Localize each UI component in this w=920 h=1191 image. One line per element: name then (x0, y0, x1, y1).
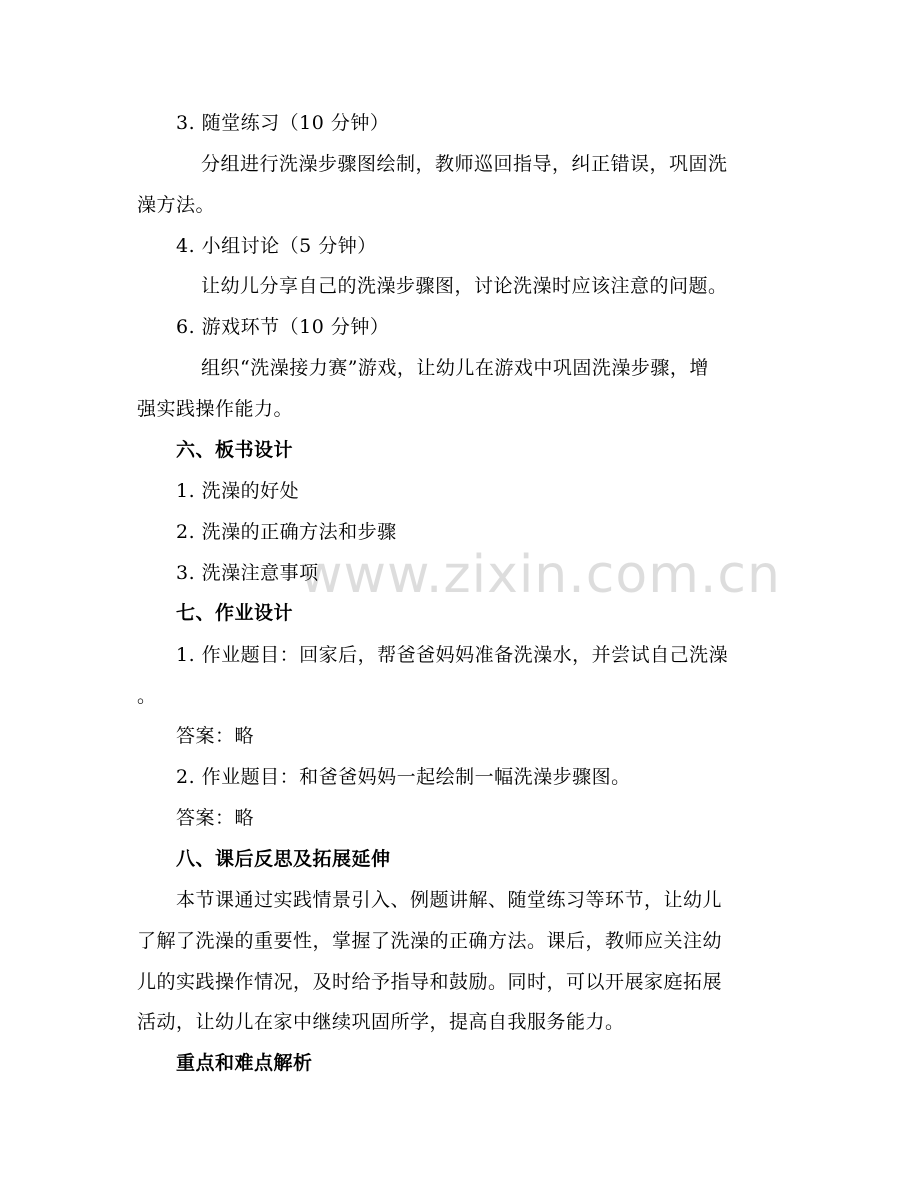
paragraph-line: 分组进行洗澡步骤图绘制，教师巡回指导，纠正错误，巩固洗 (201, 153, 728, 175)
list-item: 4. 小组讨论（5 分钟） (176, 235, 377, 257)
watermark: www.zixin.com.cn (300, 545, 781, 605)
section-heading: 八、课后反思及拓展延伸 (176, 848, 391, 870)
section-heading: 七、作业设计 (176, 602, 294, 624)
list-item: 6. 游戏环节（10 分钟） (176, 316, 390, 338)
paragraph-line: 澡方法。 (137, 194, 216, 216)
section-heading: 重点和难点解析 (176, 1052, 313, 1074)
paragraph-line: 儿的实践操作情况，及时给予指导和鼓励。同时，可以开展家庭拓展 (137, 971, 723, 993)
list-item: 1. 作业题目：回家后，帮爸爸妈妈准备洗澡水，并尝试自己洗澡 (176, 644, 729, 666)
list-item: 3. 洗澡注意事项 (176, 562, 319, 584)
paragraph-line: 活动，让幼儿在家中继续巩固所学，提高自我服务能力。 (137, 1011, 625, 1033)
list-item: 3. 随堂练习（10 分钟） (176, 112, 390, 134)
list-item: 1. 洗澡的好处 (176, 480, 300, 502)
answer-line: 答案：略 (176, 807, 255, 829)
paragraph-line: 本节课通过实践情景引入、例题讲解、随堂练习等环节，让幼儿 (176, 889, 723, 911)
answer-line: 答案：略 (176, 725, 255, 747)
list-item: 2. 作业题目：和爸爸妈妈一起绘制一幅洗澡步骤图。 (176, 766, 631, 788)
list-item: 2. 洗澡的正确方法和步骤 (176, 521, 397, 543)
paragraph-line: 了解了洗澡的重要性，掌握了洗澡的正确方法。课后，教师应关注幼 (137, 930, 723, 952)
paragraph-line: 强实践操作能力。 (137, 398, 294, 420)
paragraph-line: 让幼儿分享自己的洗澡步骤图，讨论洗澡时应该注意的问题。 (201, 275, 728, 297)
paragraph-line: 组织“洗澡接力赛”游戏，让幼儿在游戏中巩固洗澡步骤，增 (201, 357, 709, 379)
paragraph-line: 。 (137, 685, 157, 707)
section-heading: 六、板书设计 (176, 439, 294, 461)
